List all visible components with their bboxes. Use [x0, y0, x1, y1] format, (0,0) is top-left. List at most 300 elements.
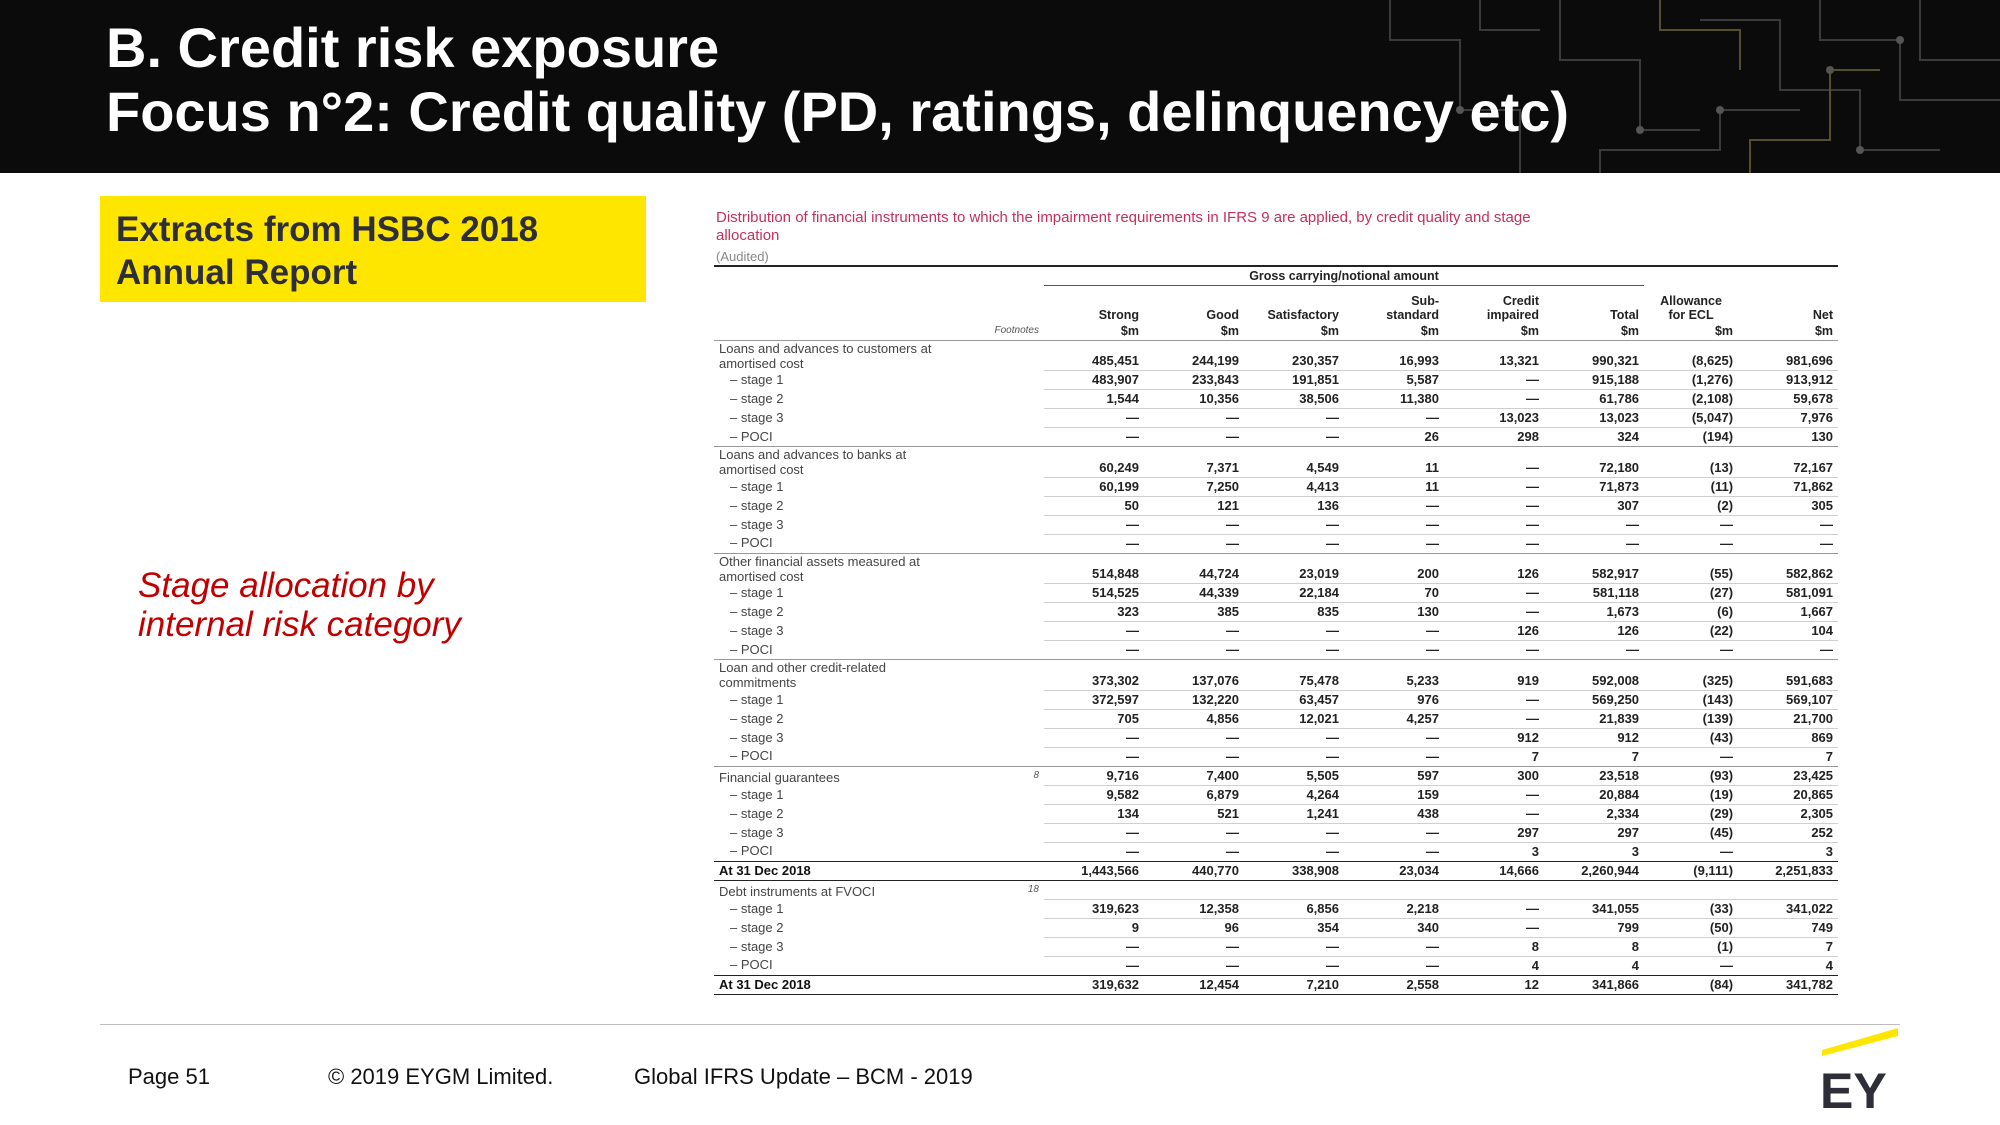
- row-value-cell: 11: [1344, 477, 1444, 496]
- footnotes-header: Footnotes: [994, 324, 1039, 336]
- row-value-cell: 981,696: [1738, 340, 1838, 371]
- row-value-cell: 319,632: [1044, 975, 1144, 994]
- row-value-cell: —: [1444, 603, 1544, 622]
- row-footnote: [964, 804, 1044, 823]
- row-footnote: [964, 428, 1044, 447]
- row-footnote: [964, 534, 1044, 553]
- row-value-cell: 976: [1344, 690, 1444, 709]
- row-value-cell: —: [1044, 728, 1144, 747]
- row-value-cell: 16,993: [1344, 340, 1444, 371]
- row-value-cell: 592,008: [1544, 660, 1644, 691]
- row-value-cell: —: [1244, 534, 1344, 553]
- row-value-cell: 2,251,833: [1738, 861, 1838, 880]
- row-footnote: [964, 553, 1044, 584]
- unit-label: $m: [1620, 323, 1640, 338]
- row-value-cell: 300: [1444, 766, 1544, 785]
- row-value-cell: 71,873: [1544, 477, 1644, 496]
- ey-logo-graphic: [1820, 1022, 1900, 1112]
- row-value-cell: —: [1444, 371, 1544, 390]
- row-footnote: [964, 622, 1044, 641]
- page-title-line-2: Focus n°2: Credit quality (PD, ratings, delinquency etc): [106, 80, 1570, 143]
- row-value-cell: 23,019: [1244, 553, 1344, 584]
- row-value-cell: 298: [1444, 428, 1544, 447]
- row-value-cell: —: [1044, 534, 1144, 553]
- row-value-cell: —: [1244, 956, 1344, 975]
- row-value-cell: [1738, 880, 1838, 899]
- row-value-cell: —: [1144, 823, 1244, 842]
- row-value-cell: —: [1644, 515, 1738, 534]
- row-value-cell: —: [1444, 534, 1544, 553]
- row-label: – POCI: [730, 641, 773, 657]
- row-value-cell: 20,884: [1544, 785, 1644, 804]
- row-value-cell: 385: [1144, 603, 1244, 622]
- row-footnote: [964, 899, 1044, 918]
- row-footnote: [964, 371, 1044, 390]
- row-value-cell: 9,582: [1044, 785, 1144, 804]
- unit-label: $m: [1520, 323, 1539, 338]
- row-value-cell: 14,666: [1444, 861, 1544, 880]
- row-value-cell: 12,021: [1244, 709, 1344, 728]
- row-value-cell: —: [1244, 409, 1344, 428]
- row-value-cell: 11: [1344, 447, 1444, 478]
- row-value-cell: 372,597: [1044, 690, 1144, 709]
- row-value-cell: —: [1244, 641, 1344, 660]
- row-value-cell: 2,260,944: [1544, 861, 1644, 880]
- row-label: Financial guarantees: [714, 766, 964, 785]
- row-footnote: [964, 785, 1044, 804]
- row-label: – stage 1: [730, 900, 784, 916]
- row-value-cell: (9,111): [1644, 861, 1738, 880]
- row-value-cell: —: [1244, 622, 1344, 641]
- row-value-cell: 3: [1544, 842, 1644, 861]
- row-value-cell: —: [1344, 515, 1444, 534]
- table-row: [714, 975, 1838, 994]
- row-value-cell: 7,371: [1144, 447, 1244, 478]
- col-header-good: Good: [1206, 307, 1239, 322]
- col-header-substandard-line-2: standard: [1386, 307, 1439, 322]
- row-label: – stage 1: [730, 478, 784, 494]
- row-value-cell: (194): [1644, 428, 1738, 447]
- table-row: [714, 956, 1838, 975]
- row-value-cell: 1,667: [1738, 603, 1838, 622]
- row-value-cell: (6): [1644, 603, 1738, 622]
- row-value-cell: (1,276): [1644, 371, 1738, 390]
- row-value-cell: —: [1344, 747, 1444, 766]
- row-value-cell: —: [1444, 709, 1544, 728]
- row-value-cell: —: [1644, 747, 1738, 766]
- row-label: – stage 1: [730, 372, 784, 387]
- stage-allocation-note: [138, 566, 461, 644]
- row-value-cell: —: [1738, 641, 1838, 660]
- row-value-cell: 233,843: [1144, 371, 1244, 390]
- row-value-cell: —: [1244, 937, 1344, 956]
- row-value-cell: —: [1344, 641, 1444, 660]
- row-footnote: [964, 390, 1044, 409]
- row-value-cell: 4,264: [1244, 785, 1344, 804]
- row-value-cell: (143): [1644, 690, 1738, 709]
- row-value-cell: 136: [1244, 496, 1344, 515]
- row-value-cell: [1544, 880, 1644, 899]
- table-row: [714, 785, 1838, 804]
- row-value-cell: 835: [1244, 603, 1344, 622]
- row-value-cell: 11,380: [1344, 390, 1444, 409]
- unit-label: $m: [1220, 323, 1239, 338]
- row-value-cell: (13): [1644, 447, 1738, 478]
- table-row: [714, 747, 1838, 766]
- row-value-cell: 44,724: [1144, 553, 1244, 584]
- row-value-cell: (50): [1644, 918, 1738, 937]
- col-header-net: Net: [1812, 307, 1834, 322]
- row-value-cell: 130: [1738, 428, 1838, 447]
- row-value-cell: 252: [1738, 823, 1838, 842]
- row-value-cell: 4,549: [1244, 447, 1344, 478]
- row-value-cell: 72,180: [1544, 447, 1644, 478]
- row-value-cell: [1644, 880, 1738, 899]
- row-value-cell: 23,518: [1544, 766, 1644, 785]
- row-value-cell: —: [1644, 534, 1738, 553]
- unit-label: $m: [1814, 323, 1834, 338]
- row-value-cell: 581,091: [1738, 584, 1838, 603]
- row-label: – POCI: [730, 428, 773, 444]
- row-footnote: [964, 641, 1044, 660]
- footer-divider: [100, 1024, 1900, 1025]
- table-row: [714, 690, 1838, 709]
- row-value-cell: 521: [1144, 804, 1244, 823]
- row-footnote: 8: [964, 766, 1044, 785]
- row-value-cell: —: [1144, 956, 1244, 975]
- row-value-cell: 22,184: [1244, 584, 1344, 603]
- event-title: Global IFRS Update – BCM - 2019: [634, 1064, 973, 1089]
- table-row: [714, 409, 1838, 428]
- row-label: – POCI: [730, 748, 773, 764]
- row-value-cell: 4,413: [1244, 477, 1344, 496]
- table-row: [714, 477, 1838, 496]
- row-label: Loans and advances to customers at amortised cost: [714, 340, 964, 371]
- row-value-cell: —: [1738, 515, 1838, 534]
- row-footnote: [964, 728, 1044, 747]
- row-value-cell: (2): [1644, 496, 1738, 515]
- row-value-cell: [1244, 880, 1344, 899]
- row-value-cell: —: [1344, 622, 1444, 641]
- row-value-cell: 912: [1544, 728, 1644, 747]
- table-row: [714, 660, 1838, 691]
- row-value-cell: 8: [1544, 937, 1644, 956]
- row-footnote: [964, 709, 1044, 728]
- row-label: – stage 2: [730, 710, 784, 726]
- row-label: – stage 3: [730, 729, 784, 745]
- row-value-cell: 23,425: [1738, 766, 1838, 785]
- row-value-cell: 96: [1144, 918, 1244, 937]
- row-label: – stage 1: [730, 786, 784, 802]
- table-caption-line-1: Distribution of financial instruments to which the impairment requirements in IFRS 9 are applied, by credit quality and stage: [716, 209, 1531, 226]
- col-header-total: Total: [1610, 307, 1640, 322]
- row-label: – stage 1: [730, 585, 784, 600]
- row-value-cell: 7,250: [1144, 477, 1244, 496]
- row-footnote: [964, 496, 1044, 515]
- table-row: [714, 371, 1838, 390]
- row-value-cell: —: [1344, 842, 1444, 861]
- row-value-cell: 582,862: [1738, 553, 1838, 584]
- row-value-cell: —: [1544, 515, 1644, 534]
- table-row: [714, 515, 1838, 534]
- row-value-cell: —: [1244, 747, 1344, 766]
- row-value-cell: —: [1344, 534, 1444, 553]
- table-row: [714, 937, 1838, 956]
- col-header-substandard: [1344, 286, 1444, 322]
- row-label: Loans and advances to banks at amortised cost: [714, 447, 964, 478]
- table-row: [714, 861, 1838, 880]
- row-value-cell: —: [1444, 785, 1544, 804]
- table-row: [714, 622, 1838, 641]
- row-value-cell: (11): [1644, 477, 1738, 496]
- row-value-cell: 4,257: [1344, 709, 1444, 728]
- stage-note-line-1: Stage allocation by: [138, 566, 434, 605]
- copyright-text: © 2019 EYGM Limited.: [328, 1064, 554, 1089]
- row-footnote: 18: [964, 880, 1044, 899]
- row-value-cell: (27): [1644, 584, 1738, 603]
- unit-label: $m: [1714, 323, 1734, 338]
- row-footnote: [964, 447, 1044, 478]
- row-value-cell: [1144, 880, 1244, 899]
- row-value-cell: —: [1244, 428, 1344, 447]
- row-value-cell: —: [1044, 622, 1144, 641]
- audited-label: (Audited): [716, 249, 769, 264]
- row-value-cell: —: [1444, 690, 1544, 709]
- row-value-cell: —: [1044, 641, 1144, 660]
- col-header-credit-line-2: impaired: [1486, 307, 1539, 322]
- row-value-cell: —: [1144, 641, 1244, 660]
- row-value-cell: 3: [1444, 842, 1544, 861]
- source-callout-line-1: Extracts from HSBC 2018: [116, 210, 539, 249]
- row-value-cell: —: [1244, 823, 1344, 842]
- row-value-cell: 159: [1344, 785, 1444, 804]
- row-value-cell: —: [1044, 515, 1144, 534]
- row-value-cell: 60,249: [1044, 447, 1144, 478]
- unit-label: $m: [1120, 323, 1139, 338]
- row-value-cell: [1344, 880, 1444, 899]
- row-value-cell: (139): [1644, 709, 1738, 728]
- row-footnote: [964, 340, 1044, 371]
- row-label: – stage 3: [730, 938, 784, 954]
- row-value-cell: 12: [1444, 975, 1544, 994]
- row-value-cell: (19): [1644, 785, 1738, 804]
- row-footnote: [964, 842, 1044, 861]
- credit-quality-table: [714, 265, 1838, 995]
- row-value-cell: 7: [1738, 747, 1838, 766]
- row-value-cell: 59,678: [1738, 390, 1838, 409]
- row-value-cell: 2,334: [1544, 804, 1644, 823]
- row-value-cell: 126: [1444, 622, 1544, 641]
- source-callout-text: [116, 208, 538, 294]
- row-value-cell: —: [1144, 622, 1244, 641]
- row-label: – POCI: [730, 957, 773, 973]
- row-value-cell: —: [1144, 428, 1244, 447]
- row-footnote: [964, 690, 1044, 709]
- row-footnote: [964, 660, 1044, 691]
- unit-label: $m: [1420, 323, 1439, 338]
- table-row: [714, 603, 1838, 622]
- row-value-cell: —: [1044, 409, 1144, 428]
- ey-logo: [1820, 1022, 1900, 1117]
- row-value-cell: 244,199: [1144, 340, 1244, 371]
- unit-label: $m: [1320, 323, 1339, 338]
- row-value-cell: —: [1244, 515, 1344, 534]
- row-value-cell: 12,358: [1144, 899, 1244, 918]
- row-value-cell: 7: [1544, 747, 1644, 766]
- table-row: [714, 918, 1838, 937]
- row-value-cell: 1,544: [1044, 390, 1144, 409]
- row-value-cell: 6,879: [1144, 785, 1244, 804]
- row-value-cell: —: [1144, 842, 1244, 861]
- row-value-cell: —: [1244, 728, 1344, 747]
- stage-note-line-2: internal risk category: [138, 605, 461, 644]
- row-value-cell: —: [1444, 515, 1544, 534]
- col-header-credit-impaired: [1444, 286, 1544, 322]
- page-title: [106, 16, 1569, 144]
- table-row: [714, 766, 1838, 785]
- row-value-cell: 4,856: [1144, 709, 1244, 728]
- row-value-cell: (43): [1644, 728, 1738, 747]
- col-header-allowance-line-1: Allowance: [1660, 293, 1722, 308]
- row-value-cell: 191,851: [1244, 371, 1344, 390]
- col-header-allowance-line-2: for ECL: [1668, 307, 1714, 322]
- source-callout-line-2: Annual Report: [116, 253, 358, 292]
- row-label: – stage 2: [730, 604, 784, 619]
- row-value-cell: 13,023: [1544, 409, 1644, 428]
- row-value-cell: 7,400: [1144, 766, 1244, 785]
- row-value-cell: 21,700: [1738, 709, 1838, 728]
- row-value-cell: 485,451: [1044, 340, 1144, 371]
- row-value-cell: 2,305: [1738, 804, 1838, 823]
- table-row: [714, 804, 1838, 823]
- row-value-cell: 71,862: [1738, 477, 1838, 496]
- row-value-cell: 200: [1344, 553, 1444, 584]
- row-value-cell: 341,782: [1738, 975, 1838, 994]
- row-value-cell: 749: [1738, 918, 1838, 937]
- row-value-cell: 61,786: [1544, 390, 1644, 409]
- row-value-cell: [1044, 880, 1144, 899]
- row-value-cell: 591,683: [1738, 660, 1838, 691]
- row-value-cell: 297: [1444, 823, 1544, 842]
- row-value-cell: 104: [1738, 622, 1838, 641]
- row-value-cell: —: [1444, 390, 1544, 409]
- row-value-cell: 597: [1344, 766, 1444, 785]
- row-value-cell: 121: [1144, 496, 1244, 515]
- row-value-cell: 132,220: [1144, 690, 1244, 709]
- table-row: [714, 899, 1838, 918]
- row-footnote: [964, 477, 1044, 496]
- row-value-cell: 7,210: [1244, 975, 1344, 994]
- row-value-cell: —: [1444, 447, 1544, 478]
- row-label: – stage 3: [730, 410, 784, 425]
- row-value-cell: 915,188: [1544, 371, 1644, 390]
- row-value-cell: —: [1444, 641, 1544, 660]
- row-value-cell: (45): [1644, 823, 1738, 842]
- row-value-cell: —: [1044, 823, 1144, 842]
- table-caption-line-2: allocation: [716, 227, 780, 244]
- row-value-cell: 23,034: [1344, 861, 1444, 880]
- row-value-cell: 230,357: [1244, 340, 1344, 371]
- row-value-cell: 6,856: [1244, 899, 1344, 918]
- row-value-cell: —: [1444, 496, 1544, 515]
- row-value-cell: 5,587: [1344, 371, 1444, 390]
- row-value-cell: 20,865: [1738, 785, 1838, 804]
- table-row: [714, 728, 1838, 747]
- page-title-line-1: B. Credit risk exposure: [106, 16, 720, 79]
- row-value-cell: 912: [1444, 728, 1544, 747]
- row-footnote: [964, 409, 1044, 428]
- row-value-cell: —: [1444, 804, 1544, 823]
- row-value-cell: —: [1044, 428, 1144, 447]
- row-value-cell: —: [1444, 477, 1544, 496]
- col-header-credit-line-1: Credit: [1502, 293, 1539, 308]
- row-value-cell: 13,023: [1444, 409, 1544, 428]
- table-row: [714, 880, 1838, 899]
- row-value-cell: —: [1044, 956, 1144, 975]
- row-value-cell: 341,055: [1544, 899, 1644, 918]
- row-value-cell: —: [1344, 728, 1444, 747]
- table-row: [714, 447, 1838, 478]
- row-value-cell: 50: [1044, 496, 1144, 515]
- row-value-cell: 483,907: [1044, 371, 1144, 390]
- row-value-cell: —: [1544, 641, 1644, 660]
- table-row: [714, 553, 1838, 584]
- table-body: [714, 340, 1838, 994]
- row-value-cell: 799: [1544, 918, 1644, 937]
- row-value-cell: 338,908: [1244, 861, 1344, 880]
- row-value-cell: —: [1144, 409, 1244, 428]
- table-row: [714, 496, 1838, 515]
- row-value-cell: 1,241: [1244, 804, 1344, 823]
- row-value-cell: —: [1644, 641, 1738, 660]
- row-footnote: [964, 603, 1044, 622]
- row-value-cell: 70: [1344, 584, 1444, 603]
- row-label: – stage 2: [730, 805, 784, 821]
- row-value-cell: 134: [1044, 804, 1144, 823]
- row-value-cell: —: [1344, 823, 1444, 842]
- row-label: – POCI: [730, 535, 773, 551]
- row-label: – stage 3: [730, 516, 784, 532]
- row-footnote: [964, 747, 1044, 766]
- row-label: – stage 3: [730, 824, 784, 840]
- row-value-cell: (325): [1644, 660, 1738, 691]
- header-banner: [0, 0, 2000, 173]
- col-header-strong: Strong: [1098, 307, 1139, 322]
- row-value-cell: (2,108): [1644, 390, 1738, 409]
- row-value-cell: —: [1344, 956, 1444, 975]
- row-value-cell: 72,167: [1738, 447, 1838, 478]
- row-footnote: [964, 823, 1044, 842]
- table-row: [714, 390, 1838, 409]
- source-callout-box: [100, 196, 646, 302]
- row-value-cell: 341,866: [1544, 975, 1644, 994]
- row-value-cell: —: [1244, 842, 1344, 861]
- table-row: [714, 641, 1838, 660]
- row-label: – stage 2: [730, 919, 784, 935]
- row-value-cell: —: [1344, 409, 1444, 428]
- row-value-cell: —: [1444, 918, 1544, 937]
- row-value-cell: (33): [1644, 899, 1738, 918]
- row-value-cell: 705: [1044, 709, 1144, 728]
- row-value-cell: —: [1144, 515, 1244, 534]
- row-value-cell: 919: [1444, 660, 1544, 691]
- row-value-cell: 9: [1044, 918, 1144, 937]
- row-value-cell: (84): [1644, 975, 1738, 994]
- row-value-cell: 12,454: [1144, 975, 1244, 994]
- row-value-cell: 2,218: [1344, 899, 1444, 918]
- table-caption: [716, 209, 1816, 245]
- row-value-cell: 5,233: [1344, 660, 1444, 691]
